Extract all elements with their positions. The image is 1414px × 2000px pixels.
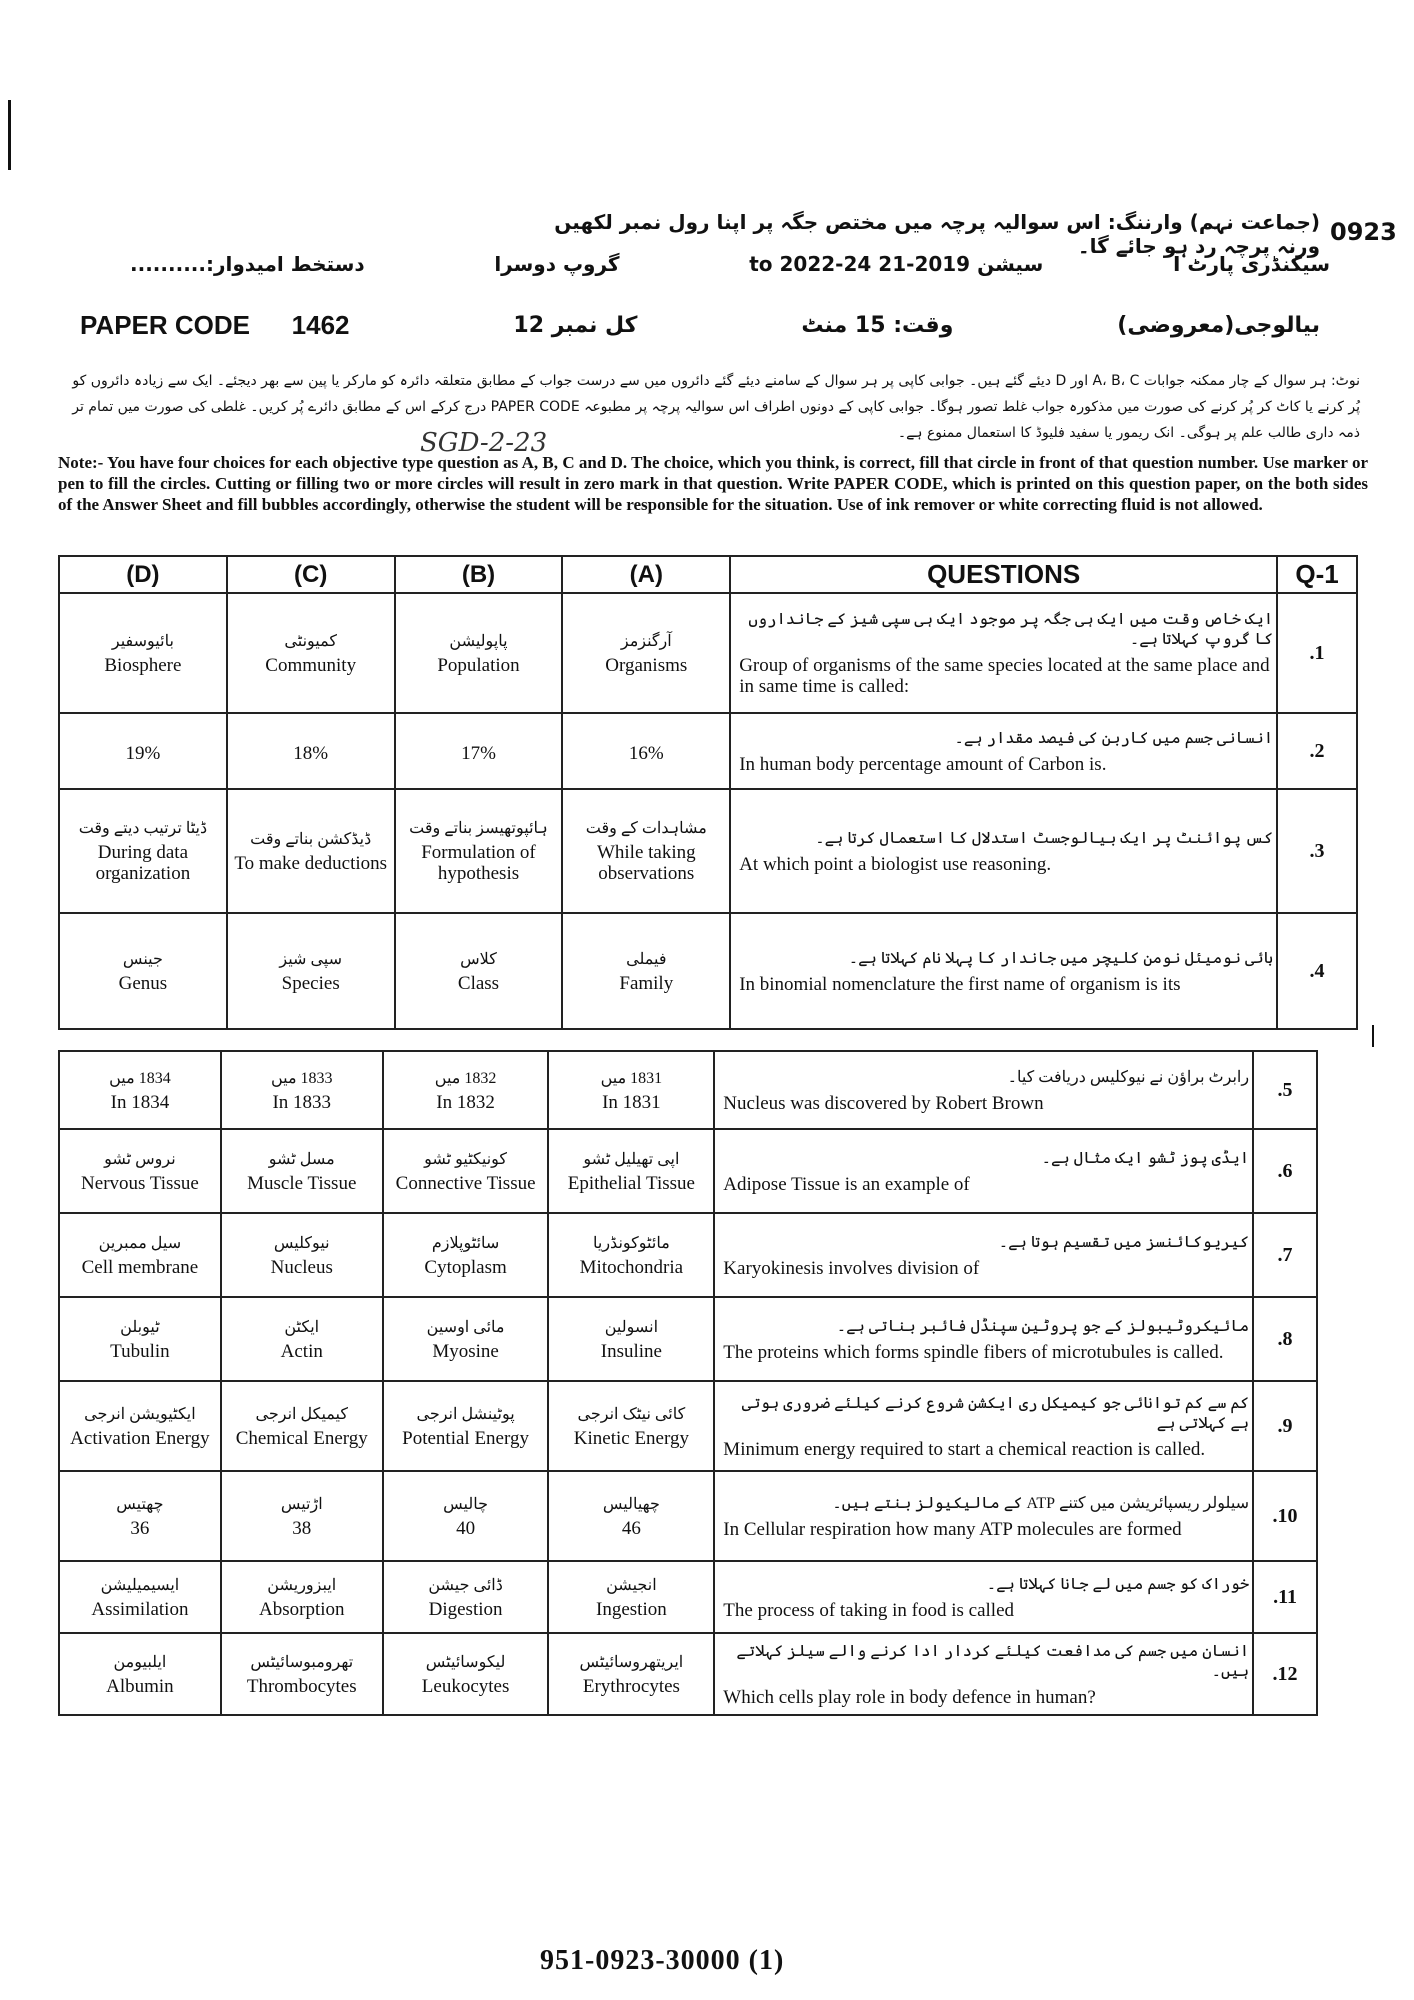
option-d-header: (D)	[59, 556, 227, 593]
option-c-english: Community	[265, 654, 357, 676]
option-c-cell	[227, 713, 395, 789]
class-label: (جماعت نہم)	[1189, 210, 1320, 234]
question-number: .12	[1253, 1633, 1317, 1715]
option-b-cell	[383, 1471, 549, 1561]
option-b-cell	[383, 1051, 549, 1129]
option-d-urdu: ایلبیومن	[113, 1653, 167, 1671]
option-a-urdu: اپی تھیلیل ٹشو	[583, 1150, 680, 1168]
option-d-cell	[59, 1297, 221, 1381]
option-b-cell	[383, 1381, 549, 1471]
option-c-urdu: ایبزوریشن	[267, 1576, 337, 1594]
question-english: Group of organisms of the same species located at the same place and in same time is called:	[739, 655, 1270, 697]
question-text-cell	[714, 1471, 1253, 1561]
option-d-urdu: ٹیوبلن	[120, 1318, 160, 1336]
option-c-header: (C)	[227, 556, 395, 593]
question-row	[59, 593, 1357, 713]
option-a-cell	[562, 913, 730, 1029]
option-a-header: (A)	[562, 556, 730, 593]
option-b-english: Potential Energy	[402, 1427, 529, 1449]
option-d-urdu: چھتیس	[116, 1495, 164, 1513]
option-c-english: Muscle Tissue	[247, 1172, 357, 1194]
option-b-english: Class	[457, 972, 500, 994]
question-urdu: سیلولر ریسپائریشن میں کتنے ATP کے مالیکیولز بنتے ہیں۔	[832, 1494, 1250, 1512]
option-b-urdu: لیکوسائیٹس	[425, 1653, 506, 1671]
question-number: .8	[1253, 1297, 1317, 1381]
option-a-cell	[562, 593, 730, 713]
question-row	[59, 1297, 1317, 1381]
question-urdu: انسانی جسم میں کاربن کی فیصد مقدار ہے۔	[954, 729, 1274, 747]
option-d-cell	[59, 1213, 221, 1297]
option-b-english: 40	[456, 1517, 476, 1539]
option-a-cell	[548, 1561, 714, 1633]
question-number: .7	[1253, 1213, 1317, 1297]
option-c-cell	[221, 1129, 383, 1213]
option-c-urdu: کمیونٹی	[284, 632, 337, 650]
table-header-row	[59, 556, 1357, 593]
option-d-cell	[59, 1471, 221, 1561]
question-text-cell	[714, 1297, 1253, 1381]
option-b-english: Leukocytes	[421, 1675, 510, 1697]
question-text-cell	[714, 1561, 1253, 1633]
option-a-english: Kinetic Energy	[573, 1427, 689, 1449]
option-b-english: Myosine	[432, 1340, 499, 1362]
option-b-urdu: کلاس	[460, 950, 497, 968]
question-text-cell	[714, 1633, 1253, 1715]
option-a-urdu: کائی نیٹک انرجی	[577, 1405, 686, 1423]
option-c-cell	[221, 1561, 383, 1633]
option-c-english: Absorption	[259, 1598, 345, 1620]
option-a-cell	[548, 1381, 714, 1471]
session-label: سیشن 2019-21 to 2022-24	[749, 252, 1044, 276]
option-d-urdu: ایکٹیویشن انرجی	[84, 1405, 196, 1423]
option-a-urdu: چھیالیس	[602, 1495, 660, 1513]
paper-number: 0923	[1330, 218, 1397, 246]
option-d-urdu: سیل ممبرین	[98, 1234, 182, 1252]
option-b-cell	[395, 713, 563, 789]
option-c-english: Chemical Energy	[235, 1427, 368, 1449]
time-label: وقت: 15 منٹ	[801, 313, 954, 338]
option-b-header: (B)	[395, 556, 563, 593]
option-b-cell	[383, 1297, 549, 1381]
question-urdu: ایک خاص وقت میں ایک ہی جگہ پر موجود ایک ہی سپی شیز کے جانداروں کا گروپ کہلاتا ہے۔	[748, 611, 1274, 648]
option-c-cell	[227, 913, 395, 1029]
paper-code	[80, 310, 350, 341]
paper-code-label: PAPER CODE	[80, 310, 250, 340]
option-a-urdu: مشاہدات کے وقت	[585, 820, 707, 837]
urdu-instructions: نوٹ: ہر سوال کے چار ممکنہ جوابات A، B، C اور D دیئے گئے ہیں۔ جوابی کاپی پر ہر سوال کے سامنے دیئے گئے دائروں میں سے درست جواب کے مطابق متعلقہ دائرہ کو مارکر یا پین سے بھر دیجئے۔ ایک سے زیادہ دائروں کو پُر کرنے یا کاٹ کر پُر کرنے کی صورت میں مذکورہ جواب غلط تصور ہوگا۔ جوابی کاپی کے دونوں اطراف اس سوالیہ پرچہ پر مطبوعہ PAPER CODE درج کرکے اس کے مطابق دائرے پُر کریں۔ غلطی کی صورت میں تمام تر ذمہ داری طالب علم پر ہوگی۔ انک ریمور یا سفید فلیوڈ کا استعمال ممنوع ہے۔	[72, 373, 1360, 441]
option-a-urdu: انجیشن	[606, 1576, 657, 1594]
option-b-english: In 1832	[436, 1091, 495, 1113]
question-number: .5	[1253, 1051, 1317, 1129]
option-d-urdu: بائیوسفیر	[111, 632, 174, 650]
option-b-urdu: ہائپوتھیسز بناتے وقت	[409, 820, 548, 837]
question-urdu: بائی نومیئل نومن کلیچر میں جاندار کا پہلا نام کہلاتا ہے۔	[848, 949, 1274, 967]
option-b-urdu: ڈائی جیشن	[428, 1576, 503, 1594]
option-a-english: Family	[619, 972, 674, 994]
option-c-urdu: تھرومبوسائیٹس	[250, 1653, 354, 1671]
option-c-english: In 1833	[272, 1091, 332, 1113]
question-row	[59, 1213, 1317, 1297]
option-b-cell	[395, 593, 563, 713]
option-b-urdu: کونیکٹیو ٹشو	[424, 1150, 508, 1168]
question-urdu: انسان میں جسم کی مدافعت کیلئے کردار ادا کرنے والے سیلز کہلاتے ہیں۔	[736, 1642, 1250, 1680]
option-b-urdu: 1832 میں	[434, 1069, 497, 1087]
question-urdu: ایڈی پوز ٹشو ایک مثال ہے۔	[1041, 1149, 1250, 1167]
question-text-cell	[714, 1051, 1253, 1129]
option-d-english: Albumin	[106, 1675, 174, 1697]
question-english: In Cellular respiration how many ATP molecules are formed	[723, 1518, 1182, 1540]
question-number: .1	[1277, 593, 1357, 713]
option-b-urdu: پاپولیشن	[449, 632, 508, 650]
option-d-urdu: نروس ٹشو	[104, 1150, 176, 1168]
option-c-urdu: سپی شیز	[279, 950, 343, 968]
question-number: .3	[1277, 789, 1357, 913]
option-c-urdu: ڈیڈکشن بناتے وقت	[250, 830, 372, 848]
option-c-urdu: مسل ٹشو	[268, 1150, 335, 1168]
option-c-urdu: ایکٹن	[284, 1318, 320, 1336]
question-text-cell	[714, 1129, 1253, 1213]
margin-mark	[1372, 1025, 1374, 1047]
option-a-english: 16%	[628, 742, 664, 764]
option-b-cell	[395, 789, 563, 913]
option-d-cell	[59, 1051, 221, 1129]
option-d-english: Genus	[118, 972, 168, 994]
option-d-cell	[59, 1561, 221, 1633]
option-d-english: Activation Energy	[70, 1427, 210, 1449]
option-d-cell	[59, 913, 227, 1029]
option-c-cell	[221, 1051, 383, 1129]
question-urdu: مائیکروٹیبولز کے جو پروٹین سپنڈل فائبر بناتی ہے۔	[836, 1317, 1250, 1335]
option-a-english: Ingestion	[596, 1598, 667, 1620]
paper-code-value: 1462	[291, 310, 350, 340]
option-a-cell	[562, 789, 730, 913]
option-d-urdu: جینس	[122, 950, 163, 968]
option-b-cell	[383, 1561, 549, 1633]
part-label: سیکنڈری پارٹ I	[1172, 252, 1330, 276]
question-english: Minimum energy required to start a chemical reaction is called.	[723, 1438, 1206, 1460]
question-row	[59, 1471, 1317, 1561]
option-a-urdu: مائٹوکونڈریا	[592, 1234, 670, 1252]
option-a-english: Insuline	[600, 1340, 662, 1362]
option-d-english: In 1834	[110, 1091, 170, 1113]
option-d-urdu: ڈیٹا ترتیب دیتے وقت	[78, 820, 208, 837]
option-a-urdu: ایریتھروسائیٹس	[579, 1653, 684, 1671]
option-b-english: Formulation of hypothesis	[421, 842, 536, 884]
question-urdu: کم سے کم توانائی جو کیمیکل ری ایکشن شروع کرنے کیلئے ضروری ہوتی ہے کہلاتی ہے	[741, 1394, 1250, 1432]
option-b-urdu: پوٹینشل انرجی	[416, 1405, 515, 1423]
option-d-english: Cell membrane	[81, 1256, 199, 1278]
question-row	[59, 1561, 1317, 1633]
option-d-cell	[59, 789, 227, 913]
question-text-cell	[714, 1381, 1253, 1471]
option-b-cell	[383, 1129, 549, 1213]
question-row	[59, 789, 1357, 913]
option-c-english: Thrombocytes	[246, 1675, 357, 1697]
question-text-cell	[730, 593, 1277, 713]
option-a-cell	[562, 713, 730, 789]
option-a-cell	[548, 1297, 714, 1381]
question-number: .11	[1253, 1561, 1317, 1633]
option-d-cell	[59, 1381, 221, 1471]
option-d-cell	[59, 1129, 221, 1213]
q-number-header: Q-1	[1277, 556, 1357, 593]
option-b-english: 17%	[461, 742, 496, 764]
option-d-english: Nervous Tissue	[81, 1172, 199, 1194]
question-number: .4	[1277, 913, 1357, 1029]
option-a-english: Mitochondria	[579, 1256, 684, 1278]
option-c-english: 18%	[293, 742, 329, 764]
questions-table-top	[58, 555, 1358, 1030]
option-b-english: Cytoplasm	[424, 1256, 507, 1278]
footer-code: 951-0923-30000 (1)	[540, 1945, 785, 1976]
question-text-cell	[714, 1213, 1253, 1297]
option-d-english: Assimilation	[91, 1598, 189, 1620]
option-a-english: In 1831	[602, 1091, 661, 1113]
question-english: Which cells play role in body defence in human?	[723, 1686, 1096, 1708]
question-row	[59, 1051, 1317, 1129]
header-warning-line	[520, 210, 1320, 258]
option-d-english: 36	[130, 1517, 150, 1539]
option-a-urdu: انسولین	[604, 1318, 659, 1336]
subject-label: بیالوجی(معروضی)	[1117, 313, 1320, 338]
option-c-urdu: نیوکلیس	[273, 1234, 330, 1252]
question-row	[59, 1633, 1317, 1715]
option-a-cell	[548, 1471, 714, 1561]
option-d-urdu: 1834 میں	[109, 1069, 171, 1087]
option-c-cell	[227, 789, 395, 913]
option-c-cell	[221, 1381, 383, 1471]
question-urdu: خوراک کو جسم میں لے جانا کہلاتا ہے۔	[986, 1575, 1250, 1593]
question-urdu: کس پوائنٹ پر ایک بیالوجسٹ استدلال کا استعمال کرتا ہے۔	[815, 829, 1274, 847]
option-b-cell	[383, 1633, 549, 1715]
questions-header: QUESTIONS	[730, 556, 1277, 593]
option-c-urdu: کیمیکل انرجی	[255, 1405, 348, 1423]
option-c-cell	[227, 593, 395, 713]
question-row	[59, 713, 1357, 789]
question-text-cell	[730, 789, 1277, 913]
option-c-english: 38	[292, 1517, 312, 1539]
question-row	[59, 1129, 1317, 1213]
option-b-urdu: مائی اوسین	[426, 1318, 505, 1336]
question-number: .2	[1277, 713, 1357, 789]
question-urdu: کیریوکائنسز میں تقسیم ہوتا ہے۔	[998, 1233, 1250, 1251]
option-b-cell	[383, 1213, 549, 1297]
question-number: .9	[1253, 1381, 1317, 1471]
question-english: Nucleus was discovered by Robert Brown	[723, 1092, 1044, 1114]
option-a-urdu: فیملی	[626, 950, 667, 968]
option-a-cell	[548, 1213, 714, 1297]
option-a-english: Epithelial Tissue	[567, 1172, 695, 1194]
option-c-cell	[221, 1633, 383, 1715]
option-c-cell	[221, 1213, 383, 1297]
option-b-cell	[395, 913, 563, 1029]
group-label: گروپ دوسرا	[494, 252, 620, 276]
option-c-english: Actin	[280, 1340, 323, 1362]
option-b-urdu: چالیس	[443, 1495, 489, 1513]
option-c-cell	[221, 1471, 383, 1561]
option-a-english: Erythrocytes	[582, 1675, 680, 1697]
question-row	[59, 1381, 1317, 1471]
question-english: At which point a biologist use reasoning.	[739, 853, 1052, 875]
question-english: Karyokinesis involves division of	[723, 1257, 980, 1279]
margin-mark	[8, 100, 11, 170]
signature-label: دستخط امیدوار:..........	[130, 252, 365, 276]
option-d-cell	[59, 1633, 221, 1715]
option-c-english: To make deductions	[234, 852, 388, 874]
option-c-urdu: اڑتیس	[280, 1495, 323, 1513]
question-english: The proteins which forms spindle fibers of microtubules is called.	[723, 1341, 1224, 1363]
question-english: The process of taking in food is called	[723, 1599, 1015, 1621]
option-d-english: During data organization	[95, 842, 191, 884]
question-text-cell	[730, 713, 1277, 789]
option-d-english: 19%	[125, 742, 161, 764]
question-number: .10	[1253, 1471, 1317, 1561]
english-instructions: Note:- You have four choices for each objective type question as A, B, C and D. The choice, which you think, is correct, fill that circle in front of that question number. Use marker or pen to fill the circles. Cutting or filling two or more circles will result in zero mark in that question. Write PAPER CODE, which is printed on this question paper, on the both sides of the Answer Sheet and fill bubbles accordingly, otherwise the student will be responsible for the situation. Use of ink remover or white correcting fluid is not allowed.	[58, 453, 1368, 514]
option-a-urdu: آرگنزمز	[620, 632, 672, 650]
question-number: .6	[1253, 1129, 1317, 1213]
option-a-english: While taking observations	[596, 842, 696, 884]
option-d-cell	[59, 593, 227, 713]
option-a-english: 46	[621, 1517, 641, 1539]
option-b-urdu: سائٹوپلازم	[431, 1234, 500, 1252]
option-a-english: Organisms	[605, 654, 688, 676]
option-c-cell	[221, 1297, 383, 1381]
question-english: In human body percentage amount of Carbon is.	[739, 753, 1107, 775]
question-english: Adipose Tissue is an example of	[723, 1173, 970, 1195]
option-a-cell	[548, 1633, 714, 1715]
question-english: In binomial nomenclature the first name of organism is its	[739, 973, 1181, 995]
option-d-english: Biosphere	[104, 654, 182, 676]
option-a-cell	[548, 1129, 714, 1213]
header-session-line	[130, 252, 1330, 276]
question-text-cell	[730, 913, 1277, 1029]
option-a-urdu: 1831 میں	[600, 1069, 663, 1087]
option-d-english: Tubulin	[110, 1340, 170, 1362]
question-row	[59, 913, 1357, 1029]
warning-text: وارننگ: اس سوالیہ پرچہ میں مختص جگہ پر اپنا رول نمبر لکھیں ورنہ پرچہ رد ہو جائے گا۔	[554, 210, 1320, 258]
option-b-english: Digestion	[428, 1598, 503, 1620]
option-c-english: Nucleus	[270, 1256, 333, 1278]
option-d-urdu: ایسیمیلیشن	[100, 1576, 180, 1594]
question-urdu: رابرٹ براؤن نے نیوکلیس دریافت کیا۔	[1007, 1068, 1250, 1086]
total-marks: کل نمبر 12	[513, 313, 638, 338]
questions-table-bottom	[58, 1050, 1318, 1716]
option-b-english: Population	[437, 654, 520, 676]
handwritten-mark: SGD-2-23	[420, 428, 548, 458]
option-b-english: Connective Tissue	[395, 1172, 536, 1194]
option-d-cell	[59, 713, 227, 789]
option-a-cell	[548, 1051, 714, 1129]
header-paper-line	[80, 310, 1320, 341]
option-c-english: Species	[281, 972, 340, 994]
option-c-urdu: 1833 میں	[270, 1069, 333, 1087]
